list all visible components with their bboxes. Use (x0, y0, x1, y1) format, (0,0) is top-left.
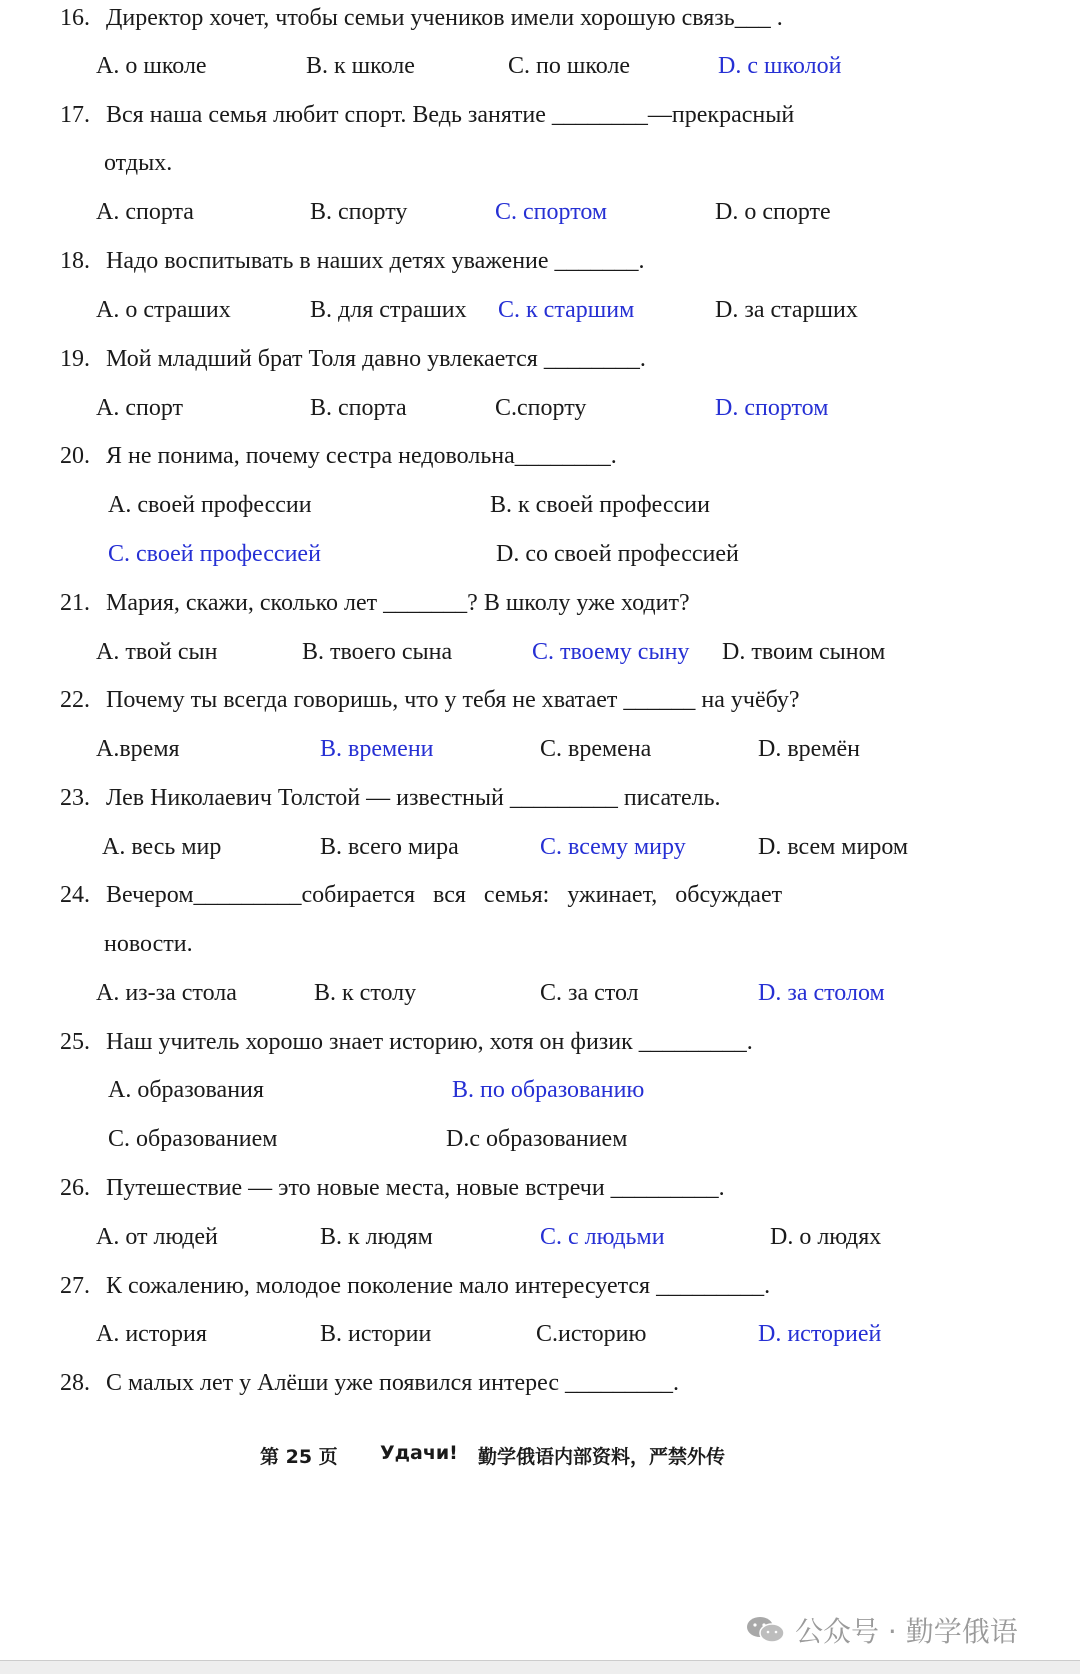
wechat-icon (745, 1615, 787, 1645)
option-d: D. о спорте (715, 199, 831, 225)
option-c-correct: C. своей профессией (108, 541, 321, 567)
option-b: B. к людям (320, 1224, 433, 1250)
option-c: C. по школе (508, 53, 631, 79)
page-number: 第 25 页 (260, 1446, 338, 1468)
question-number: 16. (60, 5, 90, 31)
option-d: D. твоим сыном (722, 639, 886, 665)
question-stem: Вечером_________собирается вся семья: ужинает, обсуждает (106, 882, 783, 908)
watermark (745, 1610, 1018, 1650)
option-d-correct: D. спортом (715, 395, 829, 421)
option-a: A. от людей (96, 1224, 218, 1250)
question-stem: Лев Николаевич Толстой — известный _________ писатель. (106, 785, 721, 811)
question-stem-continued: отдых. (104, 150, 173, 176)
option-b-correct: B. по образованию (452, 1077, 645, 1103)
bottom-toolbar-strip (0, 1660, 1080, 1674)
question-number: 17. (60, 102, 90, 128)
question-stem: Наш учитель хорошо знает историю, хотя он физик _________. (106, 1029, 753, 1055)
option-b: B. к своей профессии (490, 492, 710, 518)
question-stem: Я не понима, почему сестра недовольна________. (106, 443, 617, 469)
option-b: B. для страших (310, 297, 467, 323)
question-stem: Мария, скажи, сколько лет _______? В школу уже ходит? (106, 590, 690, 616)
option-d: D. о людях (770, 1224, 882, 1250)
option-b: B. к столу (314, 980, 417, 1006)
option-d: D. времён (758, 736, 860, 762)
option-d-correct: D. историей (758, 1321, 882, 1347)
question-stem: Почему ты всегда говоришь, что у тебя не хватает ______ на учёбу? (106, 687, 800, 713)
question-stem: Мой младший брат Толя давно увлекается ________. (106, 346, 646, 372)
watermark-text: 公众号 · 勤学俄语 (795, 1615, 1018, 1648)
question-stem: Надо воспитывать в наших детях уважение _______. (106, 248, 645, 274)
option-b-correct: B. времени (320, 736, 434, 762)
option-a: A. твой сын (96, 639, 218, 665)
question-stem: Путешествие — это новые места, новые встречи _________. (106, 1175, 725, 1201)
option-a: A. весь мир (102, 834, 222, 860)
question-stem: К сожалению, молодое поколение мало интересуется _________. (106, 1273, 771, 1299)
option-b: B. истории (320, 1321, 432, 1347)
option-b: B. спорту (310, 199, 408, 225)
question-stem: Директор хочет, чтобы семьи учеников имели хорошую связь___ . (106, 5, 783, 31)
option-a: A. спорта (96, 199, 194, 225)
option-c-correct: C. спортом (495, 199, 608, 225)
question-number: 21. (60, 590, 90, 616)
internal-material-note: 勤学俄语内部资料，严禁外传 (478, 1446, 726, 1468)
option-d: D.с образованием (446, 1126, 628, 1152)
option-c: C. образованием (108, 1126, 278, 1152)
option-a: A. о страших (96, 297, 231, 323)
option-a: A. из-за стола (96, 980, 237, 1006)
option-c-correct: C. всему миру (540, 834, 686, 860)
option-c: C.историю (536, 1321, 647, 1347)
option-b: B. к школе (306, 53, 415, 79)
question-number: 28. (60, 1370, 90, 1396)
question-number: 19. (60, 346, 90, 372)
option-b: B. спорта (310, 395, 407, 421)
question-stem-continued: новости. (104, 931, 193, 957)
question-stem: С малых лет у Алёши уже появился интерес _________. (106, 1370, 679, 1396)
question-number: 26. (60, 1175, 90, 1201)
option-d-correct: D. за столом (758, 980, 885, 1006)
option-c-correct: C. с людьми (540, 1224, 665, 1250)
option-b: B. твоего сына (302, 639, 453, 665)
luck-text: Удачи! (380, 1442, 458, 1464)
question-number: 22. (60, 687, 90, 713)
question-number: 23. (60, 785, 90, 811)
option-a: A. история (96, 1321, 207, 1347)
question-number: 27. (60, 1273, 90, 1299)
option-c: C. времена (540, 736, 652, 762)
question-stem: Вся наша семья любит спорт. Ведь занятие ________—прекрасный (106, 102, 795, 128)
option-c-correct: C. твоему сыну (532, 639, 690, 665)
option-b: B. всего мира (320, 834, 459, 860)
option-a: A. спорт (96, 395, 183, 421)
option-d-correct: D. с школой (718, 53, 842, 79)
option-a: A. образования (108, 1077, 264, 1103)
option-d: D. со своей профессией (496, 541, 739, 567)
question-number: 18. (60, 248, 90, 274)
option-a: A. своей профессии (108, 492, 312, 518)
question-number: 24. (60, 882, 90, 908)
option-a: A. о школе (96, 53, 207, 79)
option-c-correct: C. к старшим (498, 297, 635, 323)
option-a: A.время (96, 736, 180, 762)
option-d: D. за старших (715, 297, 858, 323)
option-c: C. за стол (540, 980, 639, 1006)
option-d: D. всем миром (758, 834, 909, 860)
option-c: C.спорту (495, 395, 587, 421)
question-number: 25. (60, 1029, 90, 1055)
question-number: 20. (60, 443, 90, 469)
